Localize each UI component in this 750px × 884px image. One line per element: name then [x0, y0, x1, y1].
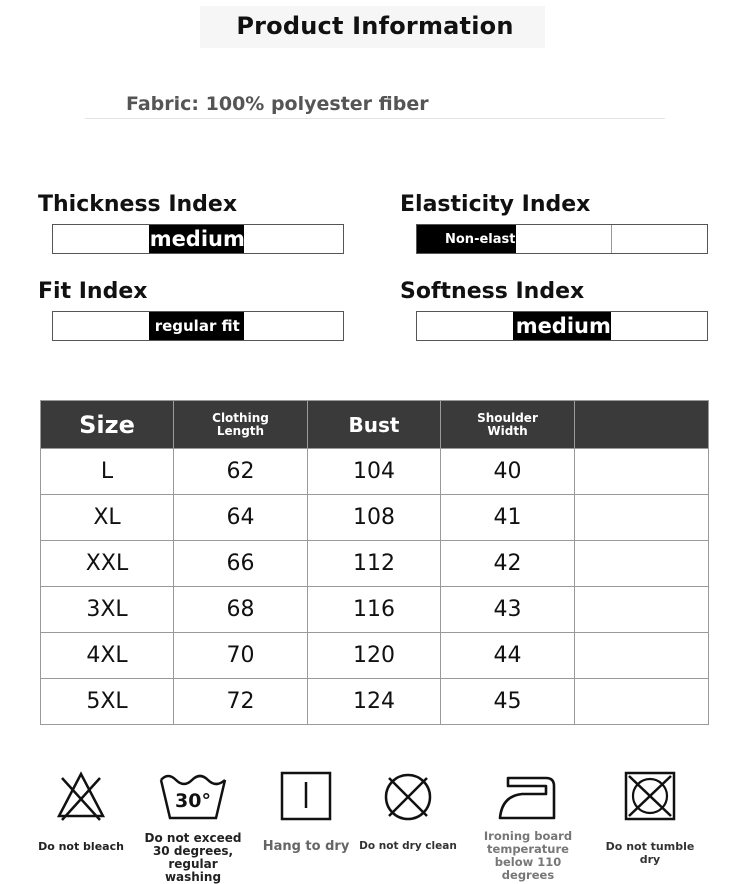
iron-label: Ironing board temperature below 110 degrees: [483, 829, 573, 882]
bust-cell: 112: [308, 541, 441, 587]
fit-index-label: Fit Index: [38, 279, 148, 304]
softness-index-label: Softness Index: [400, 279, 585, 304]
empty-cell: [575, 679, 709, 725]
size-chart-table: [40, 400, 709, 725]
header-clothing-length-line1: Clothing: [212, 410, 269, 425]
bust-cell: 124: [308, 679, 441, 725]
no-tumble-dry-label: Do not tumble dry: [605, 840, 695, 866]
length-cell: 62: [174, 449, 308, 495]
length-cell: 64: [174, 495, 308, 541]
page-title: Product Information: [236, 12, 514, 40]
shoulder-cell: 41: [441, 495, 575, 541]
elasticity-value: Non-elast: [445, 231, 515, 247]
no-dry-clean-label: Do not dry clean: [359, 840, 457, 852]
size-cell: L: [41, 449, 174, 495]
bust-cell: 108: [308, 495, 441, 541]
bust-cell: 120: [308, 633, 441, 679]
softness-index-bar: [416, 311, 708, 341]
thickness-index-label: Thickness Index: [38, 192, 238, 217]
softness-value: medium: [515, 314, 611, 338]
care-no-bleach: [31, 770, 131, 853]
header-extra: [575, 401, 709, 449]
hang-dry-label: Hang to dry: [262, 839, 350, 854]
fabric-info: Fabric: 100% polyester fiber: [126, 93, 429, 115]
empty-cell: [575, 495, 709, 541]
length-cell: 70: [174, 633, 308, 679]
header-shoulder-width-line1: Shoulder: [477, 410, 538, 425]
size-cell: 3XL: [41, 587, 174, 633]
elasticity-divider: [611, 225, 707, 253]
bust-cell: 104: [308, 449, 441, 495]
table-header-row: [41, 401, 709, 449]
no-bleach-label: Do not bleach: [38, 840, 124, 853]
elasticity-index-label: Elasticity Index: [400, 192, 591, 217]
hang-dry-icon: [279, 770, 333, 822]
length-cell: 66: [174, 541, 308, 587]
shoulder-cell: 40: [441, 449, 575, 495]
empty-cell: [575, 633, 709, 679]
no-dry-clean-icon: [381, 770, 435, 824]
header-size: Size: [41, 401, 174, 449]
table-row: [41, 587, 709, 633]
size-cell: 5XL: [41, 679, 174, 725]
elasticity-index-bar: [416, 224, 708, 254]
shoulder-cell: 45: [441, 679, 575, 725]
header-clothing-length-line2: Length: [216, 423, 265, 438]
shoulder-cell: 42: [441, 541, 575, 587]
length-cell: 72: [174, 679, 308, 725]
wash-temp-text: 30°: [175, 790, 211, 812]
thickness-value: medium: [149, 227, 245, 251]
size-cell: 4XL: [41, 633, 174, 679]
thickness-index-bar: [52, 224, 344, 254]
care-hang-dry: [256, 770, 356, 853]
iron-icon: [496, 770, 560, 824]
table-row: [41, 633, 709, 679]
bust-cell: 116: [308, 587, 441, 633]
care-no-dry-clean: [358, 770, 458, 853]
table-row: [41, 495, 709, 541]
empty-cell: [575, 587, 709, 633]
table-row: [41, 541, 709, 587]
no-bleach-icon: [56, 770, 106, 822]
empty-cell: [575, 541, 709, 587]
header-bust: Bust: [308, 401, 441, 449]
header-shoulder-width-line2: Width: [487, 423, 528, 438]
shoulder-cell: 43: [441, 587, 575, 633]
care-no-tumble-dry: [600, 770, 700, 866]
size-cell: XXL: [41, 541, 174, 587]
table-row: [41, 449, 709, 495]
wash-30-icon: [158, 770, 228, 822]
fit-value: regular fit: [154, 317, 240, 335]
care-iron: [470, 770, 586, 882]
length-cell: 68: [174, 587, 308, 633]
empty-cell: [575, 449, 709, 495]
wash-label: Do not exceed 30 degrees, regular washing: [144, 831, 242, 884]
header-clothing-length: [174, 401, 308, 449]
shoulder-cell: 44: [441, 633, 575, 679]
divider: [85, 118, 665, 119]
size-cell: XL: [41, 495, 174, 541]
table-row: [41, 679, 709, 725]
fit-index-bar: [52, 311, 344, 341]
header-shoulder-width: [441, 401, 575, 449]
no-tumble-dry-icon: [623, 770, 677, 822]
care-wash-30: [142, 770, 244, 884]
